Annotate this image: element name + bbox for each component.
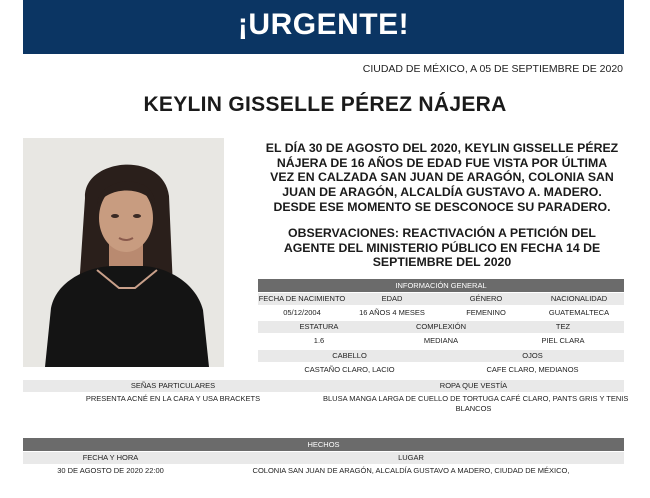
height-label: ESTATURA [299,322,339,331]
age-label: EDAD [381,294,403,303]
general-info-values-row2 [258,335,624,347]
observations-line: OBSERVACIONES: REACTIVACIÓN A PETICIÓN DEL [288,226,596,240]
age-value: 16 AÑOS 4 MESES [359,308,425,317]
gender-label: GÉNERO [469,294,503,303]
general-info-labels-row1 [258,293,624,305]
height-value: 1.6 [313,336,325,345]
events-values-row [23,465,624,477]
narrative-line: EL DÍA 30 DE AGOSTO DEL 2020, KEYLIN GISSELLE PÉREZ [265,141,619,155]
gender-value: FEMENINO [466,308,506,317]
eyes-value: CAFE CLARO, MEDIANOS [486,365,579,374]
portrait-illustration [23,138,224,367]
narrative-line: NÁJERA DE 16 AÑOS DE EDAD FUE VISTA POR ÚLTIMA [276,155,608,170]
disappearance-narrative [262,141,622,215]
general-info-title: INFORMACIÓN GENERAL [395,281,487,290]
features-labels-row [23,380,624,392]
place-date: CIUDAD DE MÉXICO, A 05 DE SEPTIEMBRE DE 2020 [362,63,623,75]
banner-title: ¡URGENTE! [237,8,410,41]
narrative-line: DESDE ESE MOMENTO SE DESCONOCE SU PARADERO. [273,199,611,214]
person-photo [23,138,224,367]
marks-value: PRESENTA ACNÉ EN LA CARA Y USA BRACKETS [85,394,261,403]
build-label: COMPLEXIÓN [415,322,466,331]
event-date-label: FECHA Y HORA [82,453,139,462]
general-info-values-row3 [258,364,624,376]
events-title: HECHOS [307,440,340,449]
observations [262,226,622,270]
events-labels-row [23,452,624,464]
narrative-line: VEZ EN CALZADA SAN JUAN DE ARAGÓN, COLONIA SAN [270,170,614,185]
skin-value: PIEL CLARA [541,336,585,345]
observations-line: AGENTE DEL MINISTERIO PÚBLICO EN FECHA 14 DE [283,240,601,255]
general-info-labels-row3 [258,350,624,362]
skin-label: TEZ [555,322,571,331]
nationality-value: GUATEMALTECA [548,308,610,317]
clothing-value-line1: BLUSA MANGA LARGA DE CUELLO DE TORTUGA CAFÉ CLARO, PANTS GRIS Y TENIS [323,394,629,403]
event-place-label: LUGAR [398,453,424,462]
birth-date-value: 05/12/2004 [283,308,321,317]
hair-label: CABELLO [332,351,367,360]
birth-date-label: FECHA DE NACIMIENTO [258,294,346,303]
eyes-label: OJOS [522,351,543,360]
general-info-values-row1 [258,307,624,319]
clothing-value-line2: BLANCOS [455,404,492,413]
general-info-header [258,279,624,292]
observations-line: SEPTIEMBRE DEL 2020 [372,255,512,270]
nationality-label: NACIONALIDAD [550,294,608,303]
general-info-labels-row2 [258,321,624,333]
narrative-line: JUAN DE ARAGÓN, ALCALDÍA GUSTAVO A. MADERO. [282,185,602,200]
event-date-value: 30 DE AGOSTO DE 2020 22:00 [57,466,164,475]
marks-label: SEÑAS PARTICULARES [130,381,216,390]
person-name: KEYLIN GISSELLE PÉREZ NÁJERA [143,93,507,116]
hair-value: CASTAÑO CLARO, LACIO [304,365,395,374]
events-header [23,438,624,451]
event-place-value: COLONIA SAN JUAN DE ARAGÓN, ALCALDÍA GUSTAVO A MADERO, CIUDAD DE MÉXICO, [252,466,570,475]
features-values-row [23,394,629,416]
clothing-label: ROPA QUE VESTÍA [439,381,508,390]
build-value: MEDIANA [423,336,459,345]
urgent-banner [23,0,624,54]
